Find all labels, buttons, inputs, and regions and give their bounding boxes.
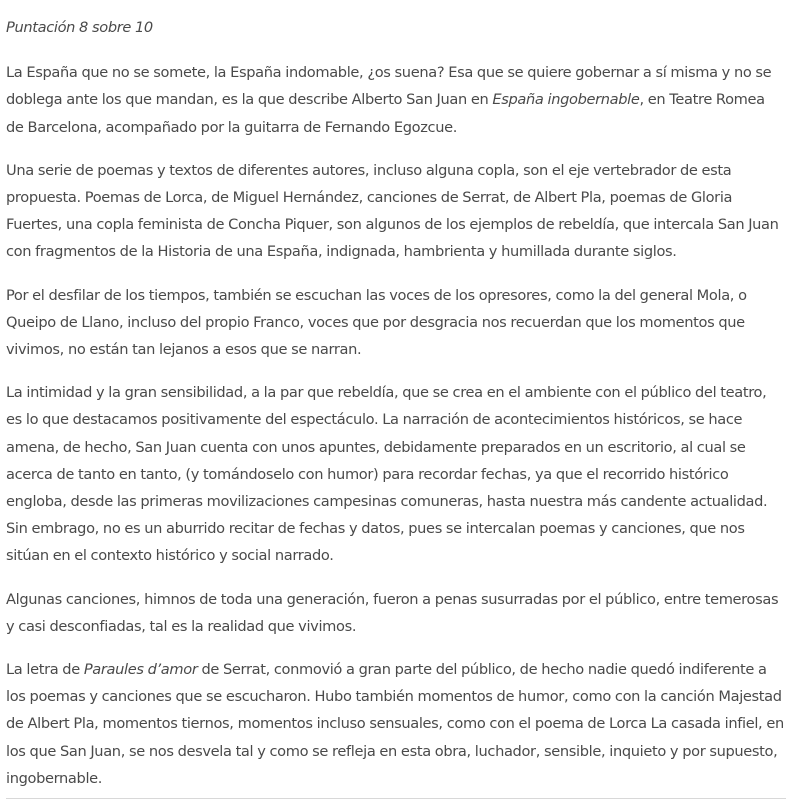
paragraph-intro-text-a: La España que no se somete, la España indomable, ¿os suena? Esa que se quiere gobernar a sí misma y no se doblega ante los que mandan, es la que describe Alberto San Juan en — [6, 64, 772, 109]
article-body — [6, 14, 786, 808]
rating-text: Puntación 8 sobre 10 — [6, 19, 153, 36]
paragraph-oppressors: Por el desfilar de los tiempos, también se escuchan las voces de los opresores, como la del general Mola, o Queipo de Llano, incluso del propio Franco, voces que por desgracia nos recuerdan que los momentos que vivimos, no están tan lejanos a esos que se narran. — [6, 286, 747, 359]
paragraph-intro-text-b: , en Teatre Romea de Barcelona, acompañado por la guitarra de Fernando Egozcue. — [6, 91, 765, 136]
paragraph-serrat — [6, 656, 786, 792]
paragraph-intro — [6, 59, 786, 141]
paragraph-serrat-text-a: La letra de — [6, 661, 84, 679]
paragraph-serrat-text-b: de Serrat, conmovió a gran parte del público, de hecho nadie quedó indiferente a los poemas y canciones que se escucharon. Hubo también momentos de humor, como con la canción Majestad de Albert Pla, momentos tiernos, momentos incluso sensuales, como con el poema de Lorca La casada infiel, en los que San Juan, se nos desvela tal y como se refleja en esta obra, luchador, sensible, inquieto y por supuesto, ingobernable. — [6, 661, 784, 787]
paragraph-songs: Algunas canciones, himnos de toda una generación, fueron a penas susurradas por el público, entre temerosas y casi desconfiadas, tal es la realidad que vivimos. — [6, 590, 779, 635]
bottom-divider — [6, 798, 786, 799]
play-title: España ingobernable — [492, 91, 640, 109]
paragraph-intimacy: La intimidad y la gran sensibilidad, a la par que rebeldía, que se crea en el ambiente con el público del teatro, es lo que destacamos positivamente del espectáculo. La narración de acontecimientos históricos, se hace amena, de hecho, San Juan cuenta con unos apuntes, debidamente preparados en un escritorio, al cual se acerca de tanto en tanto, (y tomándoselo con humor) para recordar fechas, ya que el recorrido histórico engloba, desde las primeras movilizaciones campesinas comuneras, hasta nuestra más candente actualidad. Sin embrago, no es un aburrido recitar de fechas y datos, pues se intercalan poemas y canciones, que nos sitúan en el contexto histórico y social narrado. — [6, 384, 768, 565]
paragraph-authors: Una serie de poemas y textos de diferentes autores, incluso alguna copla, son el eje vertebrador de esta propuesta. Poemas de Lorca, de Miguel Hernández, canciones de Serrat, de Albert Pla, poemas de Gloria Fuertes, una copla feminista de Concha Piquer, son algunos de los ejemplos de rebeldía, que intercala San Juan con fragmentos de la Historia de una España, indignada, hambrienta y humillada durante siglos. — [6, 161, 779, 261]
song-title: Paraules d’amor — [83, 661, 198, 679]
